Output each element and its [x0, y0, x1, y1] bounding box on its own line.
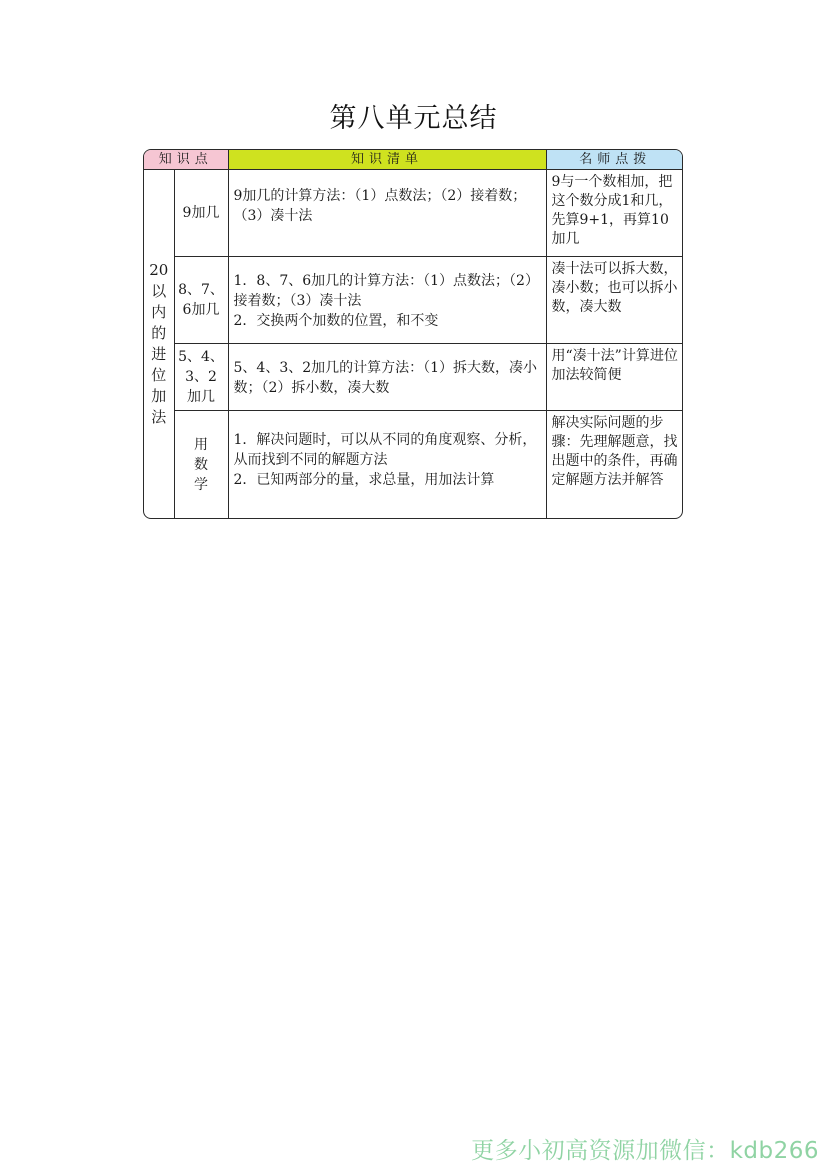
table-row [144, 344, 683, 411]
side-label-char: 内 [151, 303, 167, 321]
header-content: 知识清单 [228, 150, 546, 170]
content-text: 1．8、7、6加几的计算方法：（1）点数法；（2）接着数；（3）凑十法 [233, 273, 539, 309]
topic-cell [174, 344, 228, 411]
topic-text: 学 [194, 476, 208, 493]
topic-text: 加几 [187, 389, 215, 405]
side-label-char: 20 [149, 261, 169, 279]
header-topic: 知识点 [144, 150, 228, 170]
side-label-char: 的 [151, 324, 167, 342]
content-cell [228, 170, 546, 257]
topic-text: 5、4、 [178, 349, 224, 365]
content-text: 1．解决问题时，可以从不同的角度观察、分析，从而找到不同的解题方法 [233, 432, 537, 468]
topic-cell [174, 257, 228, 344]
content-cell [228, 257, 546, 344]
table-row [144, 170, 683, 257]
topic-text: 3、2 [185, 369, 217, 385]
header-tips: 名师点拨 [546, 150, 683, 170]
summary-table [143, 149, 683, 519]
topic-text: 6加几 [182, 302, 220, 318]
tip-cell: 凑十法可以拆大数，凑小数；也可以拆小数，凑大数 [546, 257, 683, 344]
table-header-row [144, 150, 683, 170]
topic-text: 9加几 [182, 205, 220, 221]
content-text: 5、4、3、2加几的计算方法：（1）拆大数，凑小数；（2）拆小数，凑大数 [233, 360, 538, 396]
topic-cell [174, 170, 228, 257]
content-text: 2．已知两部分的量，求总量，用加法计算 [233, 472, 495, 488]
page-title: 第八单元总结 [329, 103, 498, 134]
topic-text: 8、7、 [178, 282, 224, 298]
table-row [144, 411, 683, 519]
content-cell [228, 344, 546, 411]
content-text: 2．交换两个加数的位置，和不变 [233, 313, 439, 329]
side-label-char: 进 [151, 345, 167, 363]
topic-text: 用 [194, 436, 208, 453]
topic-cell [174, 411, 228, 519]
tip-cell: 9与一个数相加，把这个数分成1和几，先算9+1，再算10加几 [546, 170, 683, 257]
tip-cell: 用“凑十法”计算进位加法较简便 [546, 344, 683, 411]
unit-side-label [144, 170, 174, 519]
table-row [144, 257, 683, 344]
side-label-char: 以 [151, 282, 167, 300]
side-label-char: 法 [151, 408, 167, 426]
content-text: 9加几的计算方法：（1）点数法；（2）接着数；（3）凑十法 [233, 188, 527, 224]
topic-text: 数 [194, 456, 208, 473]
side-label-char: 位 [151, 366, 167, 384]
side-label-char: 加 [151, 387, 167, 405]
tip-cell: 解决实际问题的步骤：先理解题意，找出题中的条件，再确定解题方法并解答 [546, 411, 683, 519]
content-cell [228, 411, 546, 519]
watermark-text: 更多小初高资源加微信：kdb266 [471, 1138, 819, 1164]
